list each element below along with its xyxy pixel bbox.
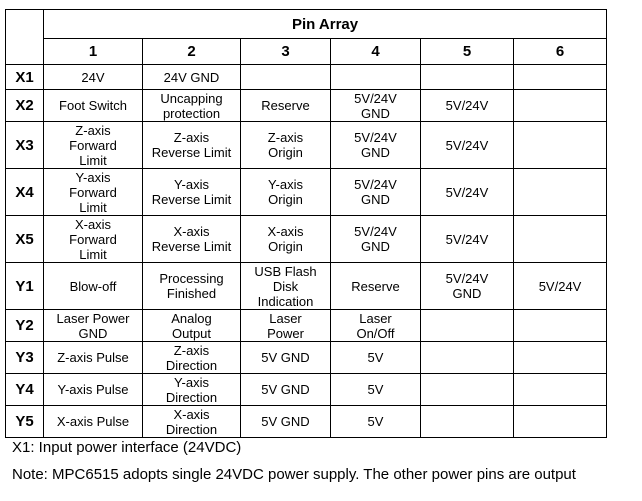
table-title: Pin Array	[44, 10, 607, 39]
cell-text: 5V GND	[261, 382, 310, 397]
cell-text: 5V/24V GND	[354, 90, 397, 121]
table-cell	[331, 216, 421, 263]
row-label: X4	[6, 169, 44, 216]
row-label: Y1	[6, 263, 44, 310]
row-label: Y5	[6, 406, 44, 438]
table-cell	[143, 342, 241, 374]
cell-text: Z-axis Pulse	[57, 350, 129, 365]
table-cell	[143, 374, 241, 406]
table-row	[6, 169, 607, 216]
table-body	[6, 65, 607, 438]
table-cell	[331, 90, 421, 122]
cell-text: Laser On/Off	[356, 310, 395, 341]
table-cell	[143, 263, 241, 310]
table-cell	[241, 122, 331, 169]
table-cell	[44, 374, 143, 406]
table-cell	[143, 65, 241, 90]
column-header-4: 4	[331, 39, 421, 65]
cell-text: 5V/24V GND	[354, 177, 397, 207]
row-label: X1	[6, 65, 44, 90]
table-cell	[421, 342, 514, 374]
table-cell	[143, 406, 241, 438]
row-label: X2	[6, 90, 44, 122]
table-cell	[44, 169, 143, 216]
row-label: Y4	[6, 374, 44, 406]
table-cell	[514, 374, 607, 406]
table-row	[6, 216, 607, 263]
table-cell	[331, 122, 421, 169]
cell-text: 5V GND	[261, 414, 310, 429]
table-cell	[421, 169, 514, 216]
table-cell	[421, 374, 514, 406]
cell-text: 5V	[367, 382, 384, 397]
table-cell	[44, 263, 143, 310]
table-cell	[143, 310, 241, 342]
table-cell	[331, 169, 421, 216]
table-row	[6, 374, 607, 406]
cell-text: 5V	[367, 414, 384, 429]
table-cell	[331, 65, 421, 90]
cell-text: X-axis Forward Limit	[69, 216, 117, 262]
table-cell	[143, 169, 241, 216]
cell-text: Processing Finished	[159, 271, 224, 301]
cell-text: USB Flash Disk Indication	[254, 263, 317, 309]
cell-text: Y-axis Origin	[268, 177, 303, 207]
table-cell	[143, 122, 241, 169]
table-cell	[241, 310, 331, 342]
table-row	[6, 342, 607, 374]
table-cell	[241, 216, 331, 263]
table-cell	[514, 263, 607, 310]
cell-text: 5V/24V GND	[354, 130, 397, 160]
column-header-5: 5	[421, 39, 514, 65]
table-cell	[514, 406, 607, 438]
table-cell	[514, 90, 607, 122]
table-cell	[421, 65, 514, 90]
column-header-3: 3	[241, 39, 331, 65]
cell-text: Z-axis Reverse Limit	[151, 130, 232, 160]
column-header-2: 2	[143, 39, 241, 65]
table-cell	[44, 342, 143, 374]
table-row	[6, 310, 607, 342]
cell-text: Laser Power	[267, 310, 304, 341]
row-label: Y2	[6, 310, 44, 342]
table-cell	[44, 406, 143, 438]
cell-text: Blow-off	[69, 278, 117, 294]
pin-array-table	[5, 9, 607, 438]
cell-text: 5V	[367, 350, 384, 365]
table-cell	[44, 90, 143, 122]
corner-cell	[6, 10, 44, 65]
column-header-1: 1	[44, 39, 143, 65]
table-cell	[514, 216, 607, 263]
table-cell	[44, 122, 143, 169]
cell-text: Y-axis Forward Limit	[69, 169, 117, 215]
table-cell	[44, 65, 143, 90]
cell-text: 5V GND	[261, 350, 310, 365]
table-row	[6, 65, 607, 90]
table-cell	[514, 65, 607, 90]
table-cell	[241, 342, 331, 374]
table-cell	[421, 122, 514, 169]
table-cell	[421, 90, 514, 122]
cell-text: Y-axis Direction	[165, 374, 218, 405]
table-cell	[514, 342, 607, 374]
cell-text: 5V/24V	[445, 231, 489, 247]
table-cell	[241, 406, 331, 438]
table-cell	[421, 263, 514, 310]
cell-text: Z-axis Forward Limit	[69, 122, 117, 168]
cell-text: Z-axis Origin	[267, 130, 304, 160]
table-cell	[44, 310, 143, 342]
cell-text: Laser Power GND	[56, 310, 130, 341]
table-cell	[421, 310, 514, 342]
cell-text: 5V/24V	[538, 278, 582, 294]
table-cell	[241, 263, 331, 310]
cell-text: Reserve	[351, 278, 400, 294]
cell-text: X-axis Origin	[267, 224, 304, 254]
row-label: X3	[6, 122, 44, 169]
cell-text: X-axis Reverse Limit	[151, 224, 232, 254]
power-supply-note: Note: MPC6515 adopts single 24VDC power supply. The other power pins are output	[12, 466, 576, 483]
table-cell	[514, 310, 607, 342]
column-header-6: 6	[514, 39, 607, 65]
row-label: X5	[6, 216, 44, 263]
cell-text: Uncapping protection	[160, 90, 223, 121]
cell-text: Reserve	[261, 98, 310, 113]
row-label: Y3	[6, 342, 44, 374]
cell-text: 5V/24V GND	[445, 271, 489, 301]
table-cell	[514, 169, 607, 216]
table-row	[6, 122, 607, 169]
cell-text: Foot Switch	[59, 98, 127, 113]
table-cell	[331, 342, 421, 374]
table-cell	[331, 374, 421, 406]
table-cell	[143, 90, 241, 122]
cell-text: 24V GND	[163, 69, 220, 85]
table-cell	[241, 169, 331, 216]
table-row	[6, 406, 607, 438]
table-cell	[421, 406, 514, 438]
cell-text: 5V/24V	[445, 184, 489, 200]
title-row	[6, 10, 607, 39]
table-cell	[331, 310, 421, 342]
table-cell	[241, 90, 331, 122]
table-row	[6, 263, 607, 310]
cell-text: 24V	[81, 69, 105, 85]
table-cell	[241, 374, 331, 406]
cell-text: 5V/24V	[445, 98, 489, 113]
table-cell	[421, 216, 514, 263]
cell-text: 5V/24V GND	[354, 224, 397, 254]
table-cell	[331, 263, 421, 310]
cell-text: Z-axis Direction	[165, 342, 218, 373]
cell-text: X-axis Direction	[165, 406, 218, 437]
cell-text: Y-axis Pulse	[57, 382, 129, 397]
cell-text: X-axis Pulse	[56, 414, 130, 429]
input-power-note: X1: Input power interface (24VDC)	[12, 439, 242, 456]
table-cell	[143, 216, 241, 263]
table-cell	[44, 216, 143, 263]
table-cell	[331, 406, 421, 438]
cell-text: 5V/24V	[445, 137, 489, 153]
table-cell	[241, 65, 331, 90]
table-row	[6, 90, 607, 122]
cell-text: Y-axis Reverse Limit	[151, 177, 232, 207]
cell-text: Analog Output	[171, 310, 212, 341]
column-header-row	[6, 39, 607, 65]
table-cell	[514, 122, 607, 169]
